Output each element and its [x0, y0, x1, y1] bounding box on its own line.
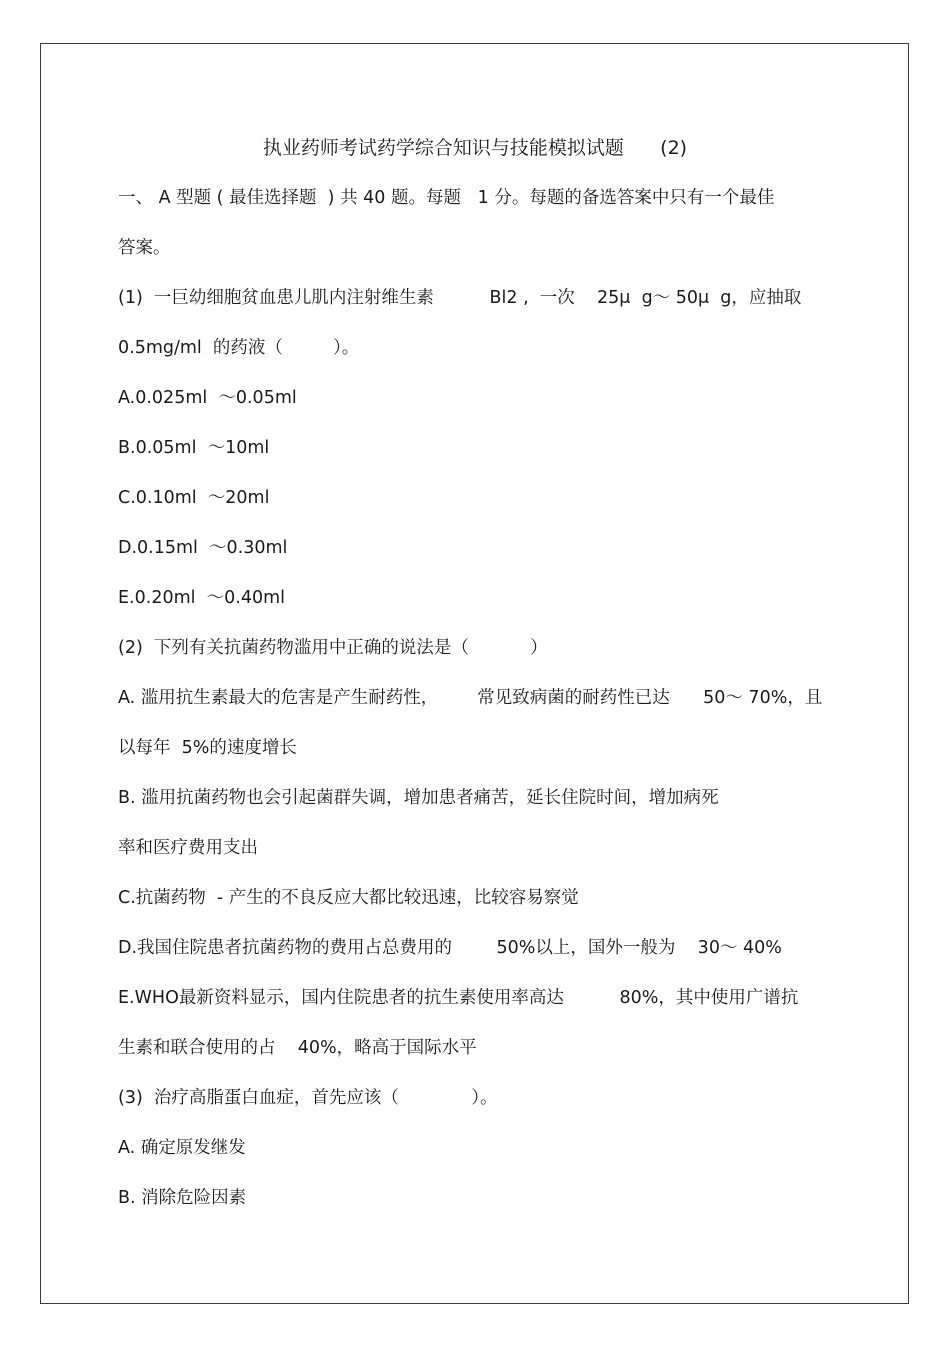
question-2-option-e: E.WHO最新资料显示，国内住院患者的抗生素使用率高达 80%，其中使用广谱抗	[118, 988, 799, 1008]
document-title: 执业药师考试药学综合知识与技能模拟试题 (2)	[262, 137, 688, 159]
question-2-option-c: C.抗菌药物 - 产生的不良反应大都比较迅速，比较容易察觉	[118, 888, 579, 908]
question-1-stem-continued: 0.5mg/ml 的药液（ ）。	[118, 338, 360, 358]
question-3-option-b: B. 消除危险因素	[118, 1188, 247, 1208]
question-2-option-a: A. 滥用抗生素最大的危害是产生耐药性， 常见致病菌的耐药性已达 50～ 70%，且	[118, 688, 823, 708]
question-2-stem: (2) 下列有关抗菌药物滥用中正确的说法是（ ）	[118, 638, 548, 658]
question-1-option-a: A.0.025ml ～0.05ml	[118, 388, 297, 408]
question-1-option-b: B.0.05ml ～10ml	[118, 438, 270, 458]
question-3-option-a: A. 确定原发继发	[118, 1138, 246, 1158]
question-2-option-b-continued: 率和医疗费用支出	[118, 838, 258, 858]
question-3-stem: (3) 治疗高脂蛋白血症，首先应该（ ）。	[118, 1088, 498, 1108]
question-2-option-b: B. 滥用抗菌药物也会引起菌群失调，增加患者痛苦，延长住院时间，增加病死	[118, 788, 719, 808]
section-heading-continued: 答案。	[118, 238, 171, 258]
question-1-option-c: C.0.10ml ～20ml	[118, 488, 270, 508]
question-2-option-e-continued: 生素和联合使用的占 40%，略高于国际水平	[118, 1038, 477, 1058]
question-1-stem: (1) 一巨幼细胞贫血患儿肌内注射维生素 Bl2 , 一次 25μ g～ 50μ g，应抽取	[118, 288, 802, 308]
question-2-option-a-continued: 以每年 5%的速度增长	[118, 738, 297, 758]
question-2-option-d: D.我国住院患者抗菌药物的费用占总费用的 50%以上，国外一般为 30～ 40%	[118, 938, 782, 958]
section-heading: 一、 A 型题 ( 最佳选择题 ) 共 40 题。每题 1 分。每题的备选答案中只有一个最佳	[118, 188, 775, 208]
page-border	[40, 43, 909, 1304]
question-1-option-e: E.0.20ml ～0.40ml	[118, 588, 285, 608]
question-1-option-d: D.0.15ml ～0.30ml	[118, 538, 288, 558]
